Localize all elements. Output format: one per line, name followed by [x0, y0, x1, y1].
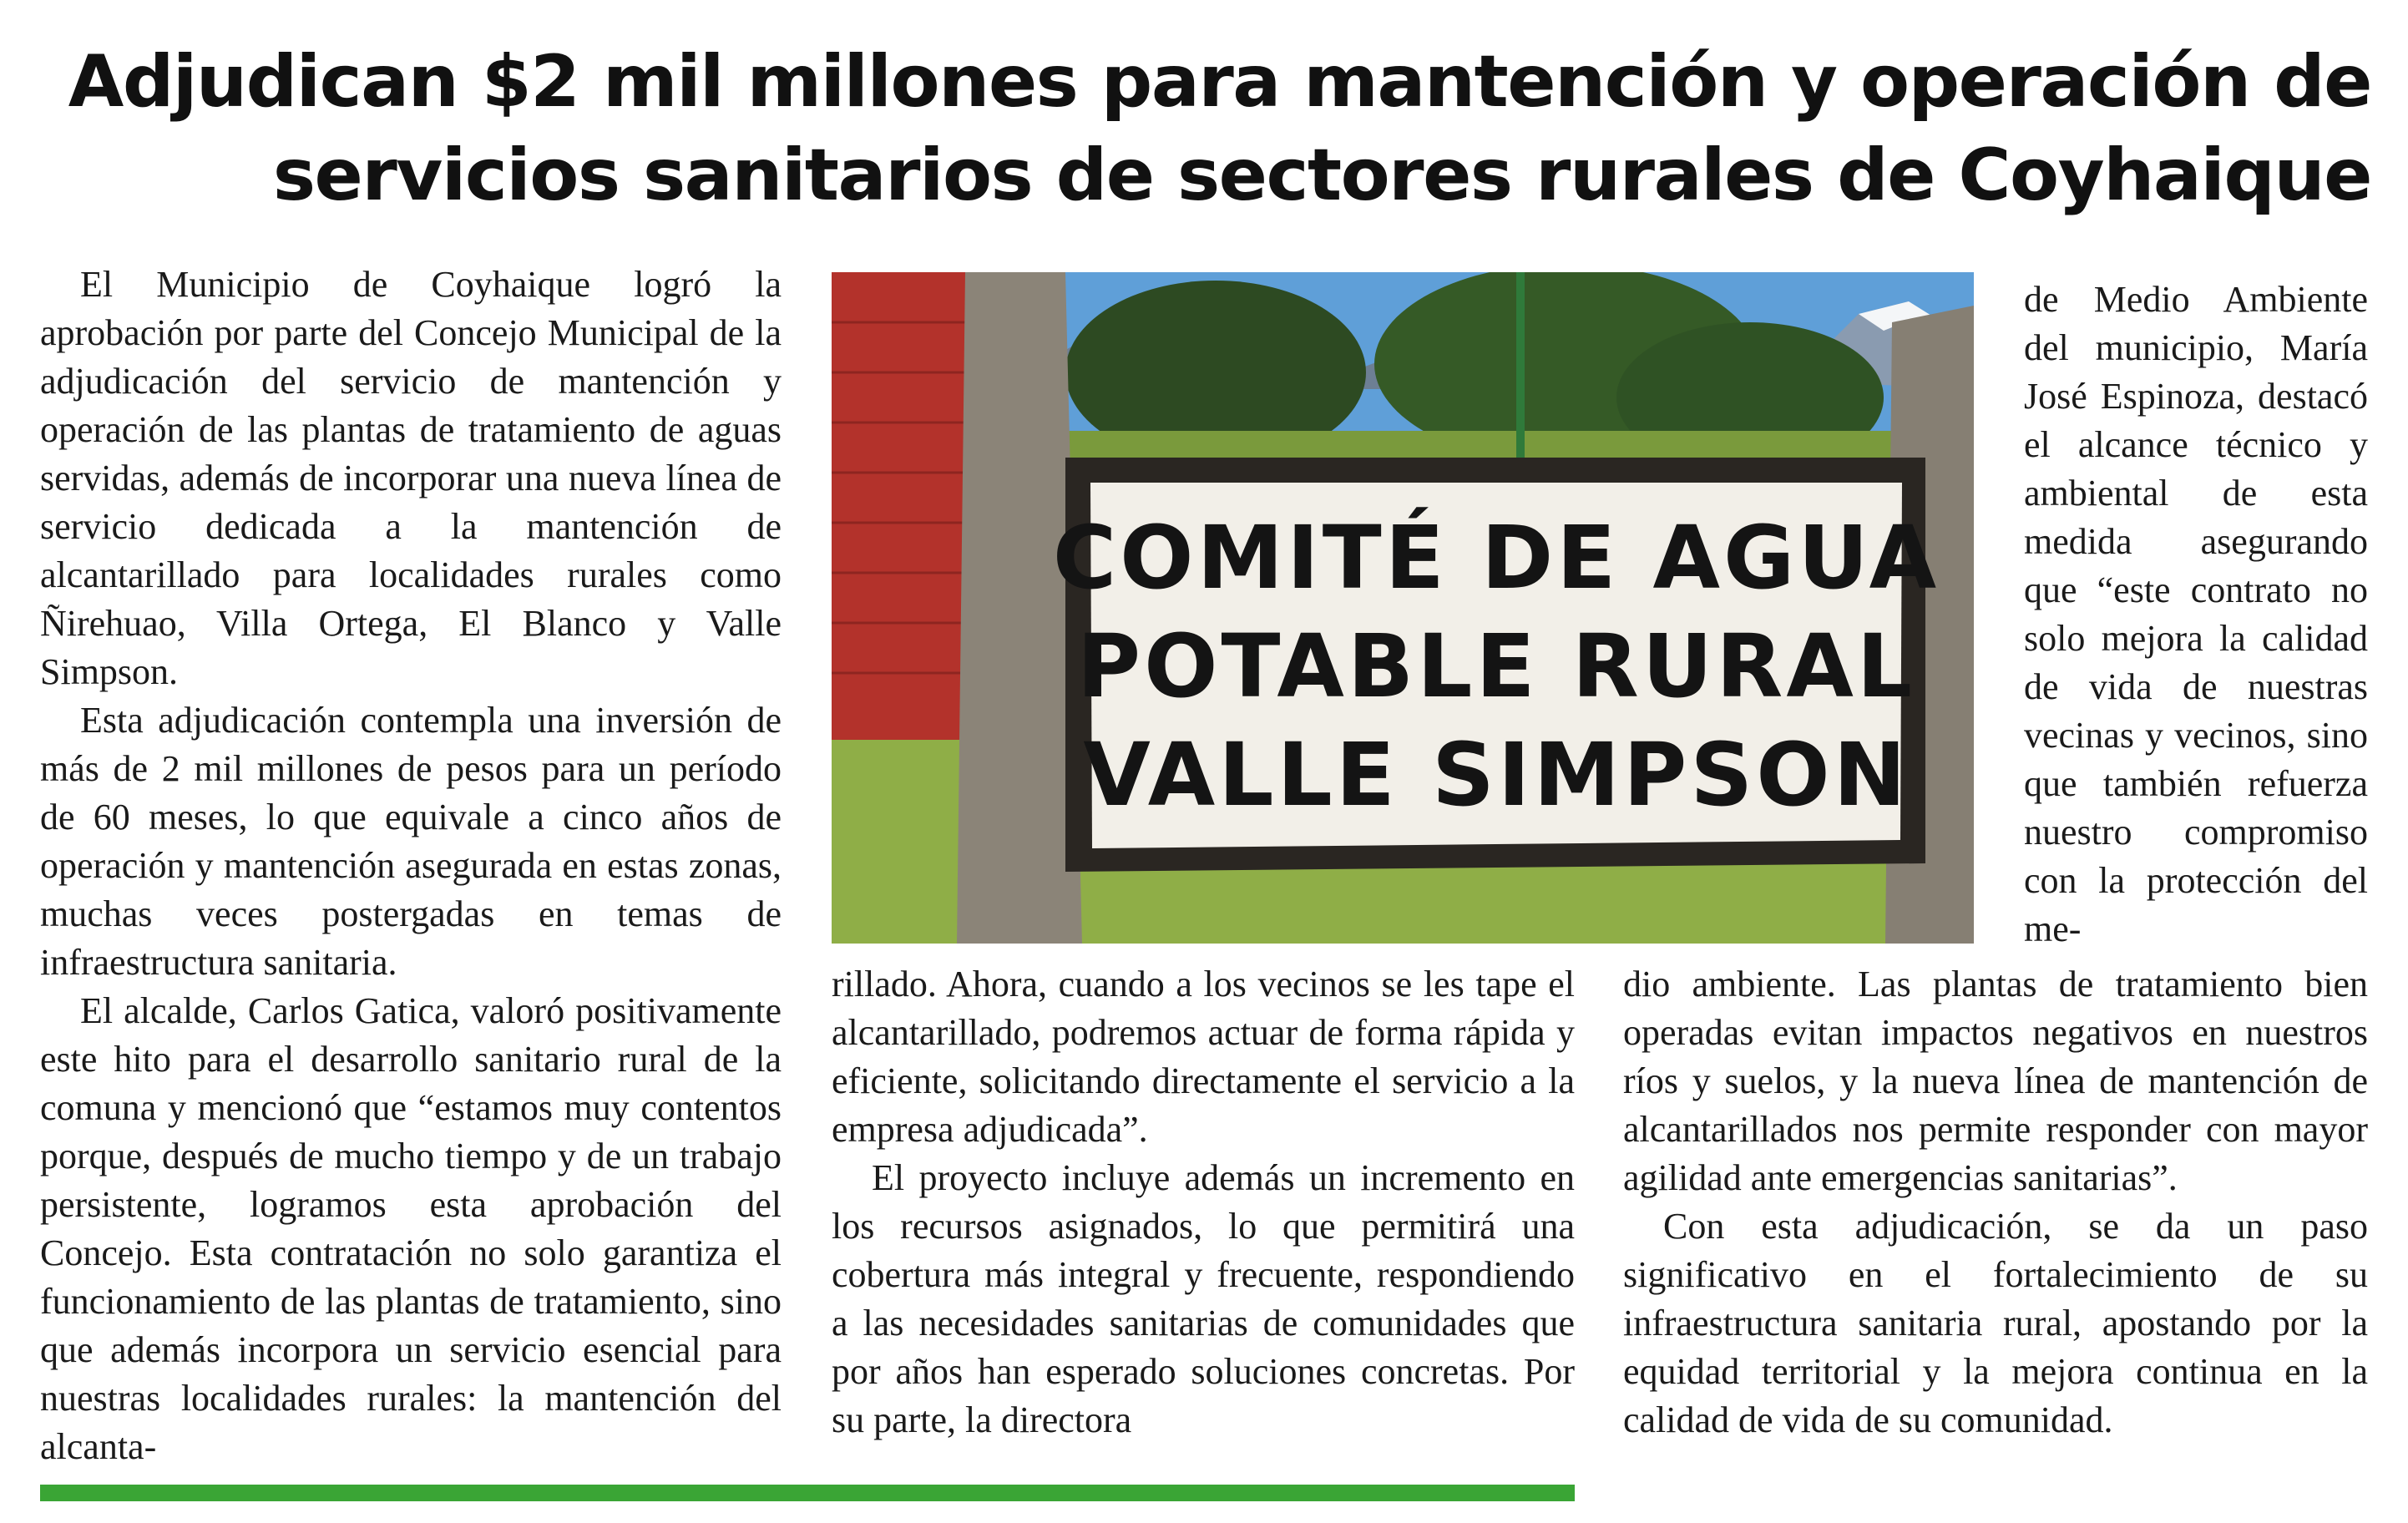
article-column-1 — [40, 261, 782, 1480]
paragraph-continuation: de Medio Ambiente del municipio, María José Espinoza, destacó el alcance técnico y ambiental de esta medida asegurando que “este contrato no solo mejora la calidad de vida de nuestras vecinas y vecinos, sino que también refuerza nuestro compromiso con la protección del me- — [2024, 279, 2368, 949]
paragraph-5: El proyecto incluye además un incremento en los recursos asignados, lo que permitirá una cobertura más integral y frecuente, respondiendo a las necesidades sanitarias de comunidades que por años han esperado soluciones concretas. Por su parte, la directora — [832, 1157, 1575, 1440]
paragraph-7: Con esta adjudicación, se da un paso significativo en el fortalecimiento de su infraestructura sanitaria rural, apostando por la equidad territorial y la mejora continua en la calidad de vida de su comunidad. — [1623, 1206, 2368, 1440]
sign-line-3: VALLE SIMPSON — [1083, 724, 1910, 826]
paragraph-3: El alcalde, Carlos Gatica, valoró positivamente este hito para el desarrollo sanitario rural de la comuna y mencionó que “estamos muy contentos porque, después de mucho tiempo y de un trabajo persistente, logramos esta aprobación del Concejo. Esta contratación no solo garantiza el funcionamiento de las plantas de tratamiento, sino que además incorpora un servicio esencial para nuestras localidades rurales: la mantención del alcanta- — [40, 990, 782, 1467]
article-column-3 — [1623, 960, 2368, 1503]
paragraph-6: dio ambiente. Las plantas de tratamiento bien operadas evitan impactos negativos en nuestros ríos y suelos, y la nueva línea de mantención de alcantarillados nos permite responder con mayor agilidad ante emergencias sanitarias”. — [1623, 964, 2368, 1198]
article-headline — [33, 35, 2371, 222]
paragraph-1: El Municipio de Coyhaique logró la aprobación por parte del Concejo Municipal de la adjudicación del servicio de mantención y operación de las plantas de tratamiento de aguas servidas, además de incorporar una nueva línea de servicio dedicada a la mantención de alcantarillado para localidades rurales como Ñirehuao, Villa Ortega, El Blanco y Valle Simpson. — [40, 264, 782, 692]
sign-line-2: POTABLE RURAL — [1076, 615, 1916, 717]
red-barn-wall — [832, 272, 974, 740]
sign-line-1: COMITÉ DE AGUA — [1052, 507, 1940, 609]
article-column-3-narrow — [2024, 276, 2368, 960]
article-column-2 — [832, 960, 1575, 1445]
paragraph-4: rillado. Ahora, cuando a los vecinos se les tape el alcantarillado, podremos actuar de forma rápida y eficiente, solicitando directamente el servicio a la empresa adjudicada”. — [832, 964, 1575, 1150]
headline-line-2: servicios sanitarios de sectores rurales de Coyhaique — [272, 134, 2371, 217]
paragraph-2: Esta adjudicación contempla una inversión de más de 2 mil millones de pesos para un período de 60 meses, lo que equivale a cinco años de operación y mantención asegurada en estas zonas, muchas veces postergadas en temas de infraestructura sanitaria. — [40, 700, 782, 983]
article-photo — [832, 272, 1974, 944]
green-divider-bar — [40, 1485, 1575, 1501]
headline-line-1: Adjudican $2 mil millones para mantención y operación de — [68, 40, 2371, 124]
